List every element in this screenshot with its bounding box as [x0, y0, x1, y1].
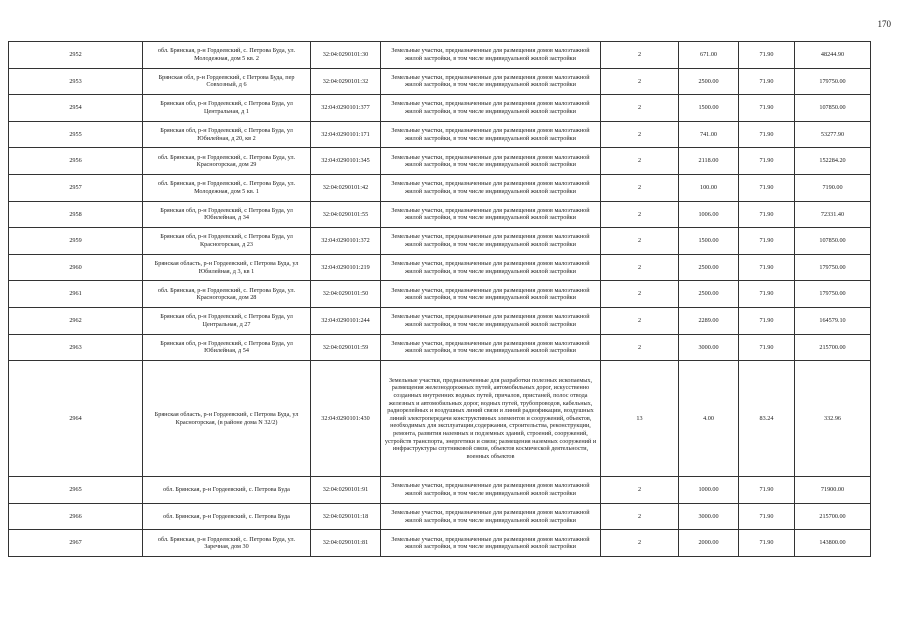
row-address: обл. Брянская, р-н Гордеевский, с. Петрова Буда, ул. Заречная, дом 30 [143, 530, 311, 557]
row-land-purpose: Земельные участки, предназначенные для размещения домов малоэтажной жилой застройки, в том числе индивидуальной жилой застройки [381, 148, 601, 175]
row-cadastral-number: 32:04:0290101:50 [311, 281, 381, 308]
row-group: 2 [601, 530, 679, 557]
row-cadastral-value: 53277.90 [795, 121, 871, 148]
table-row [9, 95, 871, 122]
row-area: 1006.00 [679, 201, 739, 228]
row-cadastral-number: 32:04:0290101:55 [311, 201, 381, 228]
row-number: 2957 [9, 174, 143, 201]
row-number: 2965 [9, 477, 143, 504]
row-rate: 71.90 [739, 307, 795, 334]
row-group: 2 [601, 477, 679, 504]
row-area: 671.00 [679, 42, 739, 69]
row-number: 2967 [9, 530, 143, 557]
row-address: обл. Брянская, р-н Гордеевский, с. Петрова Буда, ул. Молодежная, дом 5 кв. 2 [143, 42, 311, 69]
row-cadastral-value: 107850.00 [795, 95, 871, 122]
row-group: 2 [601, 201, 679, 228]
row-area: 1500.00 [679, 95, 739, 122]
table-row [9, 174, 871, 201]
row-land-purpose: Земельные участки, предназначенные для разработки полезных ископаемых, размещения железнодорожных путей, автомобильных дорог, искусственно созданных внутренних водных путей, причалов, пристаней, полос отвода железных и автомобильных дорог, водных путей, трубопроводов, кабельных, радиорелейных и воздушных линий связи и линий радиофикации, воздушных линий электропередачи конструктивных элементов и сооружений, объектов, необходимых для эксплуатации,содержания, строительства, реконструкции, ремонта, развития наземных и подземных зданий, строений, сооружений, устройств транспорта, энергетики и связи; размещения наземных сооружений и инфраструктуры спутниковой связи, объектов космической деятельности, военных объектов [381, 361, 601, 477]
row-cadastral-value: 164579.10 [795, 307, 871, 334]
row-cadastral-number: 32:04:0290101:91 [311, 477, 381, 504]
row-group: 2 [601, 307, 679, 334]
table-row [9, 148, 871, 175]
row-land-purpose: Земельные участки, предназначенные для размещения домов малоэтажной жилой застройки, в том числе индивидуальной жилой застройки [381, 95, 601, 122]
row-number: 2953 [9, 68, 143, 95]
row-group: 2 [601, 68, 679, 95]
table-row [9, 121, 871, 148]
row-area: 1000.00 [679, 477, 739, 504]
row-address: Брянская обл, р-н Гордеевский, с Петрова Буда, пер Совхозный, д 6 [143, 68, 311, 95]
row-area: 3000.00 [679, 503, 739, 530]
row-address: обл. Брянская, р-н Гордеевский, с. Петрова Буда, ул. Красногорская, дом 28 [143, 281, 311, 308]
row-cadastral-value: 107850.00 [795, 228, 871, 255]
row-area: 3000.00 [679, 334, 739, 361]
row-address: Брянская область, р-н Гордеевский, с Петрова Буда, ул Красногорская, (в районе дома N 32/2) [143, 361, 311, 477]
row-cadastral-number: 32:04:0290101:18 [311, 503, 381, 530]
row-land-purpose: Земельные участки, предназначенные для размещения домов малоэтажной жилой застройки, в том числе индивидуальной жилой застройки [381, 174, 601, 201]
table-row [9, 477, 871, 504]
row-cadastral-number: 32:04:0290101:377 [311, 95, 381, 122]
row-land-purpose: Земельные участки, предназначенные для размещения домов малоэтажной жилой застройки, в том числе индивидуальной жилой застройки [381, 503, 601, 530]
row-cadastral-number: 32:04:0290101:81 [311, 530, 381, 557]
row-cadastral-value: 215700.00 [795, 503, 871, 530]
row-cadastral-value: 179750.00 [795, 68, 871, 95]
row-address: обл. Брянская, р-н Гордеевский, с. Петрова Буда, ул. Молодежная, дом 5 кв. 1 [143, 174, 311, 201]
row-cadastral-value: 215700.00 [795, 334, 871, 361]
table-body [9, 42, 871, 557]
row-group: 2 [601, 503, 679, 530]
table-row [9, 254, 871, 281]
row-group: 2 [601, 334, 679, 361]
row-cadastral-value: 72331.40 [795, 201, 871, 228]
row-rate: 71.90 [739, 42, 795, 69]
row-cadastral-number: 32:04:0290101:219 [311, 254, 381, 281]
row-cadastral-value: 152284.20 [795, 148, 871, 175]
row-land-purpose: Земельные участки, предназначенные для размещения домов малоэтажной жилой застройки, в том числе индивидуальной жилой застройки [381, 334, 601, 361]
table-row [9, 68, 871, 95]
row-number: 2955 [9, 121, 143, 148]
row-area: 100.00 [679, 174, 739, 201]
row-number: 2959 [9, 228, 143, 255]
row-cadastral-value: 7190.00 [795, 174, 871, 201]
row-rate: 71.90 [739, 477, 795, 504]
row-address: Брянская обл, р-н Гордеевский, с Петрова Буда, ул Юбилейная, д 34 [143, 201, 311, 228]
row-area: 2289.00 [679, 307, 739, 334]
table-row [9, 201, 871, 228]
row-number: 2954 [9, 95, 143, 122]
row-group: 2 [601, 95, 679, 122]
row-land-purpose: Земельные участки, предназначенные для размещения домов малоэтажной жилой застройки, в том числе индивидуальной жилой застройки [381, 307, 601, 334]
table-row [9, 307, 871, 334]
row-land-purpose: Земельные участки, предназначенные для размещения домов малоэтажной жилой застройки, в том числе индивидуальной жилой застройки [381, 281, 601, 308]
row-number: 2961 [9, 281, 143, 308]
row-address: Брянская обл, р-н Гордеевский, с Петрова Буда, ул Юбилейная, д 54 [143, 334, 311, 361]
table-row [9, 530, 871, 557]
row-address: Брянская область, р-н Гордеевский, с Петрова Буда, ул Юбилейная, д 3, кв 1 [143, 254, 311, 281]
row-cadastral-number: 32:04:0290101:59 [311, 334, 381, 361]
row-cadastral-value: 179750.00 [795, 281, 871, 308]
row-group: 2 [601, 174, 679, 201]
row-cadastral-number: 32:04:0290101:345 [311, 148, 381, 175]
table-row [9, 334, 871, 361]
row-group: 13 [601, 361, 679, 477]
row-land-purpose: Земельные участки, предназначенные для размещения домов малоэтажной жилой застройки, в том числе индивидуальной жилой застройки [381, 254, 601, 281]
row-group: 2 [601, 121, 679, 148]
row-rate: 71.90 [739, 503, 795, 530]
row-address: Брянская обл, р-н Гордеевский, с Петрова Буда, ул Центральная, д 27 [143, 307, 311, 334]
table-row [9, 361, 871, 477]
row-area: 2118.00 [679, 148, 739, 175]
row-cadastral-number: 32:04:0290101:372 [311, 228, 381, 255]
row-number: 2958 [9, 201, 143, 228]
row-group: 2 [601, 281, 679, 308]
row-cadastral-value: 143800.00 [795, 530, 871, 557]
row-cadastral-value: 48244.90 [795, 42, 871, 69]
row-group: 2 [601, 148, 679, 175]
row-group: 2 [601, 254, 679, 281]
row-rate: 71.90 [739, 148, 795, 175]
row-number: 2960 [9, 254, 143, 281]
row-number: 2966 [9, 503, 143, 530]
row-cadastral-value: 179750.00 [795, 254, 871, 281]
row-address: обл. Брянская, р-н Гордеевский, с. Петрова Буда [143, 477, 311, 504]
row-address: обл. Брянская, р-н Гордеевский, с. Петрова Буда [143, 503, 311, 530]
row-cadastral-number: 32:04:0290101:244 [311, 307, 381, 334]
table-row [9, 503, 871, 530]
row-address: Брянская обл, р-н Гордеевский, с Петрова Буда, ул Юбилейная, д 20, кв 2 [143, 121, 311, 148]
row-cadastral-number: 32:04:0290101:171 [311, 121, 381, 148]
row-rate: 71.90 [739, 174, 795, 201]
row-cadastral-value: 71900.00 [795, 477, 871, 504]
row-rate: 83.24 [739, 361, 795, 477]
row-rate: 71.90 [739, 95, 795, 122]
row-land-purpose: Земельные участки, предназначенные для размещения домов малоэтажной жилой застройки, в том числе индивидуальной жилой застройки [381, 228, 601, 255]
row-cadastral-number: 32:04:0290101:32 [311, 68, 381, 95]
row-area: 4.00 [679, 361, 739, 477]
row-area: 2000.00 [679, 530, 739, 557]
row-group: 2 [601, 228, 679, 255]
table-row [9, 42, 871, 69]
row-address: обл. Брянская, р-н Гордеевский, с. Петрова Буда, ул. Красногорская, дом 29 [143, 148, 311, 175]
row-number: 2964 [9, 361, 143, 477]
row-cadastral-value: 332.96 [795, 361, 871, 477]
row-number: 2952 [9, 42, 143, 69]
row-land-purpose: Земельные участки, предназначенные для размещения домов малоэтажной жилой застройки, в том числе индивидуальной жилой застройки [381, 477, 601, 504]
row-address: Брянская обл, р-н Гордеевский, с Петрова Буда, ул Центральная, д 1 [143, 95, 311, 122]
row-number: 2963 [9, 334, 143, 361]
row-land-purpose: Земельные участки, предназначенные для размещения домов малоэтажной жилой застройки, в том числе индивидуальной жилой застройки [381, 201, 601, 228]
row-land-purpose: Земельные участки, предназначенные для размещения домов малоэтажной жилой застройки, в том числе индивидуальной жилой застройки [381, 68, 601, 95]
row-area: 1500.00 [679, 228, 739, 255]
row-land-purpose: Земельные участки, предназначенные для размещения домов малоэтажной жилой застройки, в том числе индивидуальной жилой застройки [381, 42, 601, 69]
row-area: 2500.00 [679, 68, 739, 95]
table-row [9, 228, 871, 255]
page-number: 170 [877, 19, 891, 29]
row-rate: 71.90 [739, 228, 795, 255]
row-cadastral-number: 32:04:0290101:30 [311, 42, 381, 69]
row-area: 2500.00 [679, 281, 739, 308]
row-number: 2962 [9, 307, 143, 334]
row-land-purpose: Земельные участки, предназначенные для размещения домов малоэтажной жилой застройки, в том числе индивидуальной жилой застройки [381, 530, 601, 557]
row-area: 2500.00 [679, 254, 739, 281]
row-area: 741.00 [679, 121, 739, 148]
row-rate: 71.90 [739, 121, 795, 148]
row-number: 2956 [9, 148, 143, 175]
row-group: 2 [601, 42, 679, 69]
land-registry-table [8, 41, 871, 557]
row-rate: 71.90 [739, 201, 795, 228]
row-rate: 71.90 [739, 254, 795, 281]
row-cadastral-number: 32:04:0290101:42 [311, 174, 381, 201]
row-land-purpose: Земельные участки, предназначенные для размещения домов малоэтажной жилой застройки, в том числе индивидуальной жилой застройки [381, 121, 601, 148]
row-cadastral-number: 32:04:0290101:430 [311, 361, 381, 477]
table-row [9, 281, 871, 308]
row-address: Брянская обл, р-н Гордеевский, с Петрова Буда, ул Красногорская, д 23 [143, 228, 311, 255]
row-rate: 71.90 [739, 68, 795, 95]
row-rate: 71.90 [739, 281, 795, 308]
row-rate: 71.90 [739, 530, 795, 557]
row-rate: 71.90 [739, 334, 795, 361]
